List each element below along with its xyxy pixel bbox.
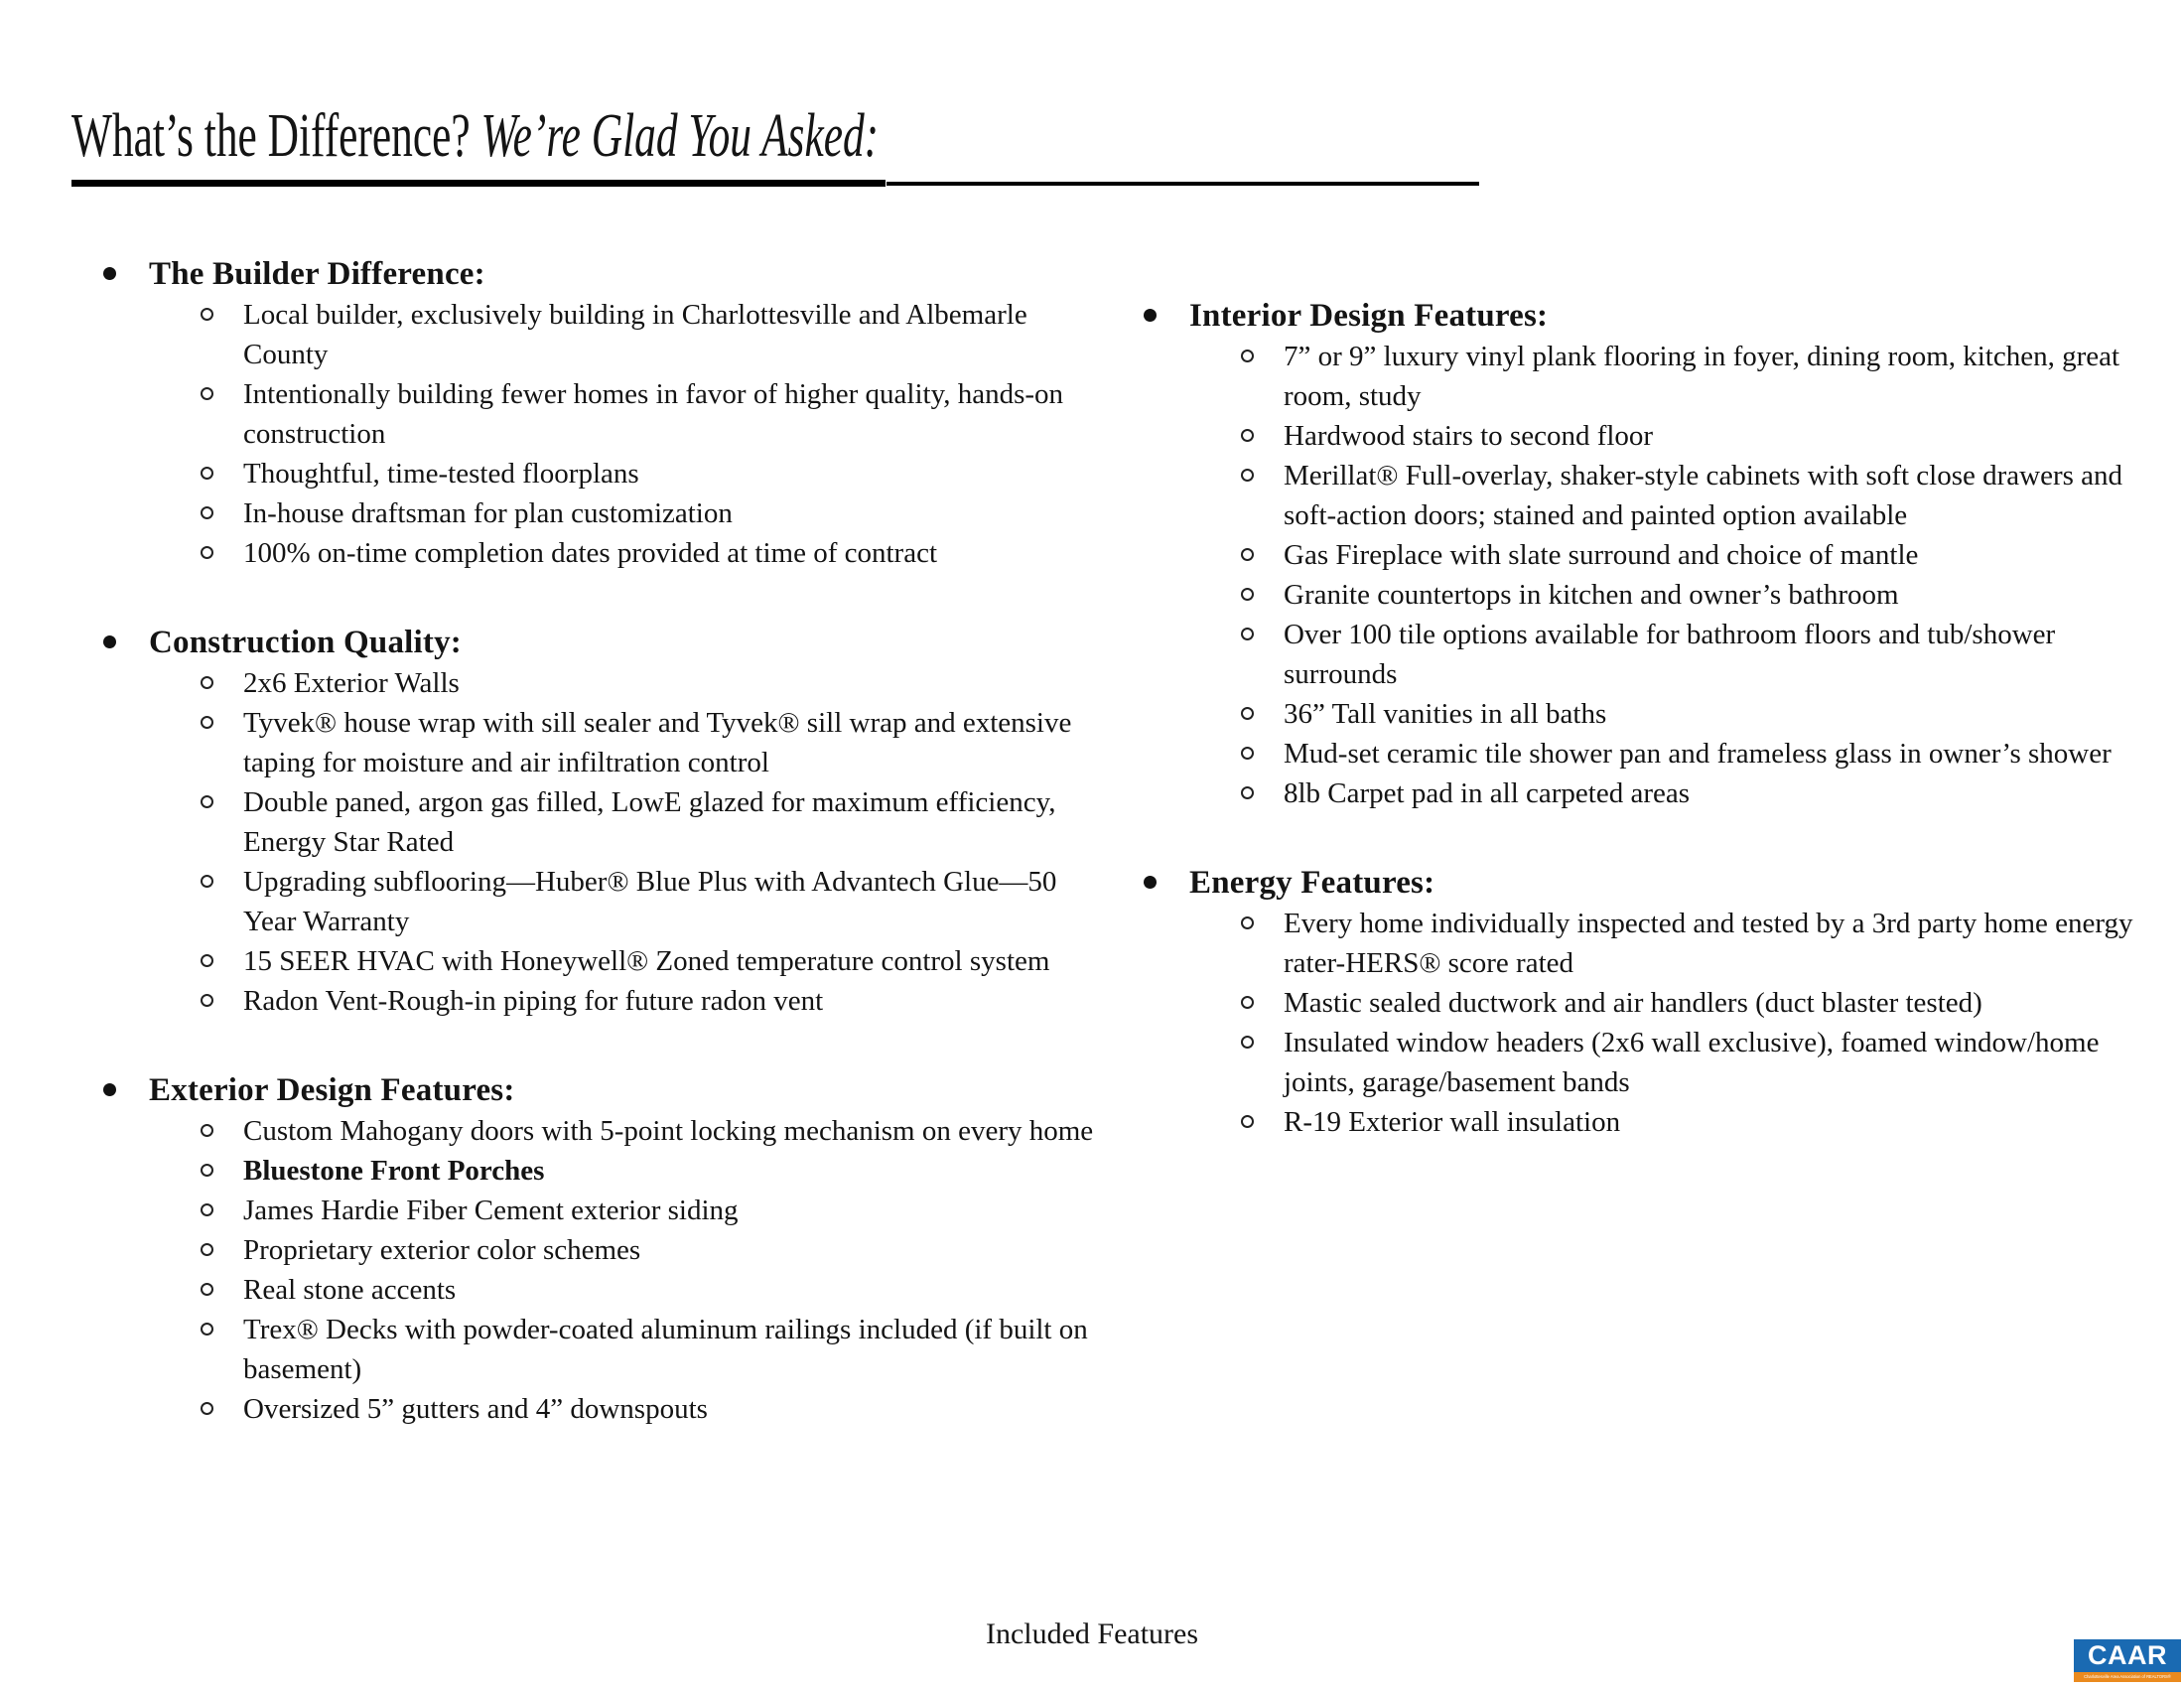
- feature-item-text: 15 SEER HVAC with Honeywell® Zoned temperature control system: [243, 945, 1050, 977]
- feature-item-text: Hardwood stairs to second floor: [1284, 420, 1654, 452]
- caar-logo-blue-box: [2074, 1639, 2181, 1672]
- feature-item: [1241, 416, 2138, 456]
- circle-bullet-icon: [201, 308, 213, 321]
- feature-item-text: Oversized 5” gutters and 4” downspouts: [243, 1393, 708, 1425]
- feature-item-text: Trex® Decks with powder-coated aluminum railings included (if built on basement): [243, 1314, 1088, 1385]
- section-heading: Construction Quality:: [149, 625, 462, 660]
- feature-item: [201, 374, 1108, 454]
- section-heading: Exterior Design Features:: [149, 1072, 515, 1108]
- feature-item-text: Custom Mahogany doors with 5-point locking mechanism on every home: [243, 1115, 1094, 1147]
- feature-item: [1241, 1023, 2138, 1102]
- feature-list: [103, 1111, 1108, 1429]
- circle-bullet-icon: [1241, 429, 1254, 442]
- caar-logo-text: CAAR: [2088, 1640, 2167, 1670]
- feature-item-text: Insulated window headers (2x6 wall exclusive), foamed window/home joints, garage/basement bands: [1284, 1027, 2100, 1098]
- feature-item: [201, 1191, 1108, 1230]
- circle-bullet-icon: [201, 1203, 213, 1216]
- feature-item-text: Thoughtful, time-tested floorplans: [243, 458, 639, 490]
- feature-item-text: Bluestone Front Porches: [243, 1155, 545, 1187]
- left-column: [103, 254, 1108, 1478]
- bullet-icon: [103, 635, 116, 648]
- feature-item: [1241, 1102, 2138, 1142]
- feature-item-text: Real stone accents: [243, 1274, 457, 1306]
- right-column: [1144, 296, 2138, 1192]
- circle-bullet-icon: [201, 716, 213, 729]
- feature-item: [201, 981, 1108, 1021]
- feature-section: [103, 623, 1108, 1021]
- feature-item-text: In-house draftsman for plan customization: [243, 497, 733, 529]
- circle-bullet-icon: [1241, 1036, 1254, 1049]
- feature-item-text: R-19 Exterior wall insulation: [1284, 1106, 1621, 1138]
- feature-item: [201, 1111, 1108, 1151]
- feature-list: [1144, 337, 2138, 813]
- feature-item: [1241, 337, 2138, 416]
- circle-bullet-icon: [201, 1164, 213, 1177]
- feature-item-text: Granite countertops in kitchen and owner’s bathroom: [1284, 579, 1899, 611]
- section-header: [1144, 296, 2138, 336]
- feature-list: [1144, 904, 2138, 1142]
- section-heading: The Builder Difference:: [149, 256, 485, 292]
- feature-item: [201, 782, 1108, 862]
- page-title: [71, 102, 880, 170]
- feature-item-text: 2x6 Exterior Walls: [243, 667, 460, 699]
- circle-bullet-icon: [201, 994, 213, 1007]
- circle-bullet-icon: [201, 1243, 213, 1256]
- caar-logo: [2074, 1639, 2181, 1682]
- circle-bullet-icon: [1241, 350, 1254, 362]
- bullet-icon: [103, 267, 116, 280]
- feature-list: [103, 295, 1108, 573]
- feature-item: [201, 862, 1108, 941]
- feature-item: [201, 1151, 1108, 1191]
- feature-item: [1241, 456, 2138, 535]
- circle-bullet-icon: [201, 954, 213, 967]
- section-header: [103, 623, 1108, 662]
- feature-item: [201, 703, 1108, 782]
- feature-item-text: Gas Fireplace with slate surround and choice of mantle: [1284, 539, 1919, 571]
- feature-item-text: Local builder, exclusively building in Charlottesville and Albemarle County: [243, 299, 1027, 370]
- feature-item: [201, 941, 1108, 981]
- feature-item-text: Over 100 tile options available for bathroom floors and tub/shower surrounds: [1284, 619, 2056, 690]
- feature-item: [1241, 904, 2138, 983]
- feature-item-text: Tyvek® house wrap with sill sealer and Tyvek® sill wrap and extensive taping for moisture and air infiltration control: [243, 707, 1072, 778]
- circle-bullet-icon: [201, 1124, 213, 1137]
- feature-item: [1241, 734, 2138, 774]
- feature-item: [201, 1230, 1108, 1270]
- feature-item-text: Mastic sealed ductwork and air handlers (duct blaster tested): [1284, 987, 1982, 1019]
- feature-item: [201, 493, 1108, 533]
- title-underline-right: [887, 182, 1479, 186]
- feature-item: [1241, 983, 2138, 1023]
- footer-label: Included Features: [985, 1618, 1199, 1650]
- feature-item-text: 8lb Carpet pad in all carpeted areas: [1284, 777, 1691, 809]
- feature-item-text: Intentionally building fewer homes in favor of higher quality, hands-on construction: [243, 378, 1064, 450]
- section-heading: Interior Design Features:: [1189, 298, 1549, 334]
- circle-bullet-icon: [1241, 588, 1254, 601]
- feature-item: [201, 1310, 1108, 1389]
- feature-section: [1144, 863, 2138, 1142]
- feature-section: [1144, 296, 2138, 813]
- feature-item: [201, 295, 1108, 374]
- circle-bullet-icon: [201, 676, 213, 689]
- feature-item-text: 36” Tall vanities in all baths: [1284, 698, 1607, 730]
- bullet-icon: [1144, 876, 1157, 889]
- section-heading: Energy Features:: [1189, 865, 1435, 901]
- circle-bullet-icon: [1241, 707, 1254, 720]
- feature-item-text: Every home individually inspected and tested by a 3rd party home energy rater-HERS® score rated: [1284, 908, 2133, 979]
- feature-item: [201, 533, 1108, 573]
- feature-item-text: Merillat® Full-overlay, shaker-style cabinets with soft close drawers and soft-action doors; stained and painted option available: [1284, 460, 2123, 531]
- feature-item: [1241, 694, 2138, 734]
- feature-item-text: Mud-set ceramic tile shower pan and frameless glass in owner’s shower: [1284, 738, 2112, 770]
- feature-item: [201, 1270, 1108, 1310]
- title-regular-part: What’s the Difference?: [71, 102, 481, 170]
- section-header: [103, 1070, 1108, 1110]
- circle-bullet-icon: [1241, 628, 1254, 640]
- feature-item: [201, 454, 1108, 493]
- caar-logo-orange-strip: [2074, 1672, 2181, 1682]
- section-header: [103, 254, 1108, 294]
- circle-bullet-icon: [1241, 996, 1254, 1009]
- feature-item: [201, 1389, 1108, 1429]
- feature-item: [1241, 575, 2138, 615]
- section-header: [1144, 863, 2138, 903]
- feature-item-text: Proprietary exterior color schemes: [243, 1234, 641, 1266]
- title-underline-left: [71, 180, 886, 187]
- circle-bullet-icon: [201, 546, 213, 559]
- circle-bullet-icon: [201, 506, 213, 519]
- title-italic-part: We’re Glad You Asked:: [480, 102, 880, 170]
- feature-list: [103, 663, 1108, 1021]
- circle-bullet-icon: [1241, 469, 1254, 482]
- feature-section: [103, 1070, 1108, 1429]
- feature-item: [1241, 774, 2138, 813]
- circle-bullet-icon: [1241, 786, 1254, 799]
- circle-bullet-icon: [1241, 916, 1254, 929]
- feature-item-text: Upgrading subflooring—Huber® Blue Plus with Advantech Glue—50 Year Warranty: [243, 866, 1057, 937]
- bullet-icon: [103, 1083, 116, 1096]
- circle-bullet-icon: [201, 875, 213, 888]
- circle-bullet-icon: [201, 1283, 213, 1296]
- feature-item-text: 100% on-time completion dates provided at time of contract: [243, 537, 938, 569]
- feature-item-text: 7” or 9” luxury vinyl plank flooring in foyer, dining room, kitchen, great room, study: [1284, 341, 2120, 412]
- feature-item-text: Double paned, argon gas filled, LowE glazed for maximum efficiency, Energy Star Rated: [243, 786, 1056, 858]
- circle-bullet-icon: [201, 387, 213, 400]
- circle-bullet-icon: [201, 1323, 213, 1336]
- feature-item-text: James Hardie Fiber Cement exterior siding: [243, 1195, 739, 1226]
- bullet-icon: [1144, 309, 1157, 322]
- feature-item-text: Radon Vent-Rough-in piping for future radon vent: [243, 985, 824, 1017]
- circle-bullet-icon: [201, 467, 213, 480]
- feature-item: [1241, 615, 2138, 694]
- feature-item: [1241, 535, 2138, 575]
- feature-item: [201, 663, 1108, 703]
- circle-bullet-icon: [1241, 747, 1254, 760]
- circle-bullet-icon: [201, 795, 213, 808]
- caar-logo-subtext: Charlottesville Area Association of REALTORS®: [2084, 1674, 2171, 1680]
- feature-section: [103, 254, 1108, 573]
- circle-bullet-icon: [1241, 1115, 1254, 1128]
- circle-bullet-icon: [201, 1402, 213, 1415]
- circle-bullet-icon: [1241, 548, 1254, 561]
